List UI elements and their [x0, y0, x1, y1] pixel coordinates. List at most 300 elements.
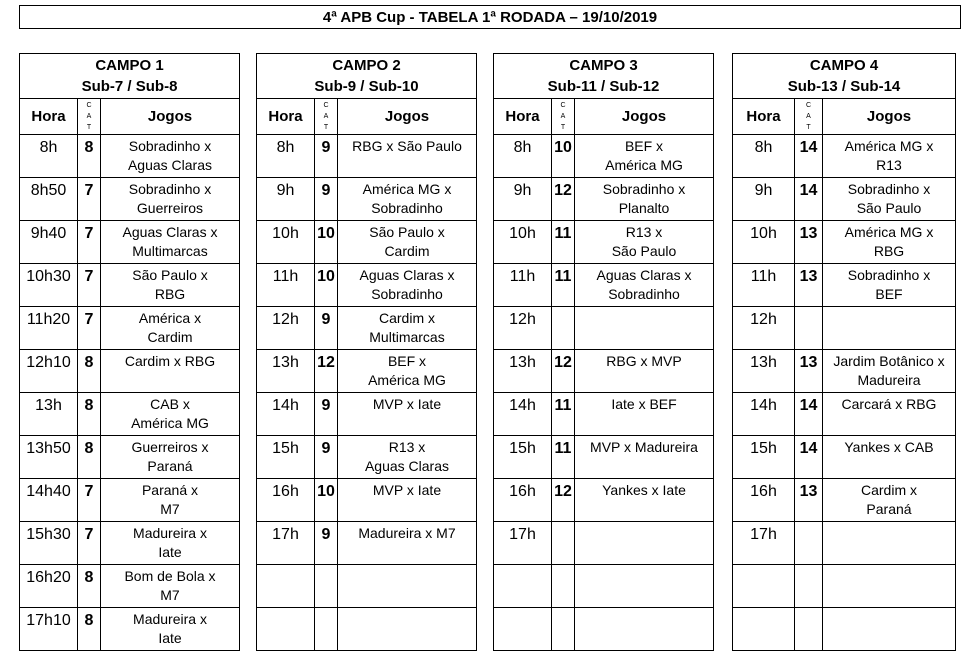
cat-header [78, 99, 101, 135]
match-category: 9 [315, 178, 338, 221]
match-category: 7 [78, 522, 101, 565]
match-teams-line: América MG [131, 415, 209, 431]
table-row [257, 350, 477, 393]
match-teams [338, 307, 477, 350]
match-time: 17h10 [20, 608, 78, 651]
jogos-header: Jogos [823, 99, 956, 135]
table-row [494, 221, 714, 264]
match-teams-line: Guerreiros [136, 200, 204, 216]
table-row [733, 307, 956, 350]
field-table-4 [732, 53, 956, 651]
match-category: 9 [315, 522, 338, 565]
match-teams-line: MVP x Madureira [590, 439, 698, 455]
match-category: 7 [78, 221, 101, 264]
match-category: 12 [552, 178, 575, 221]
match-category: 7 [78, 178, 101, 221]
table-row [733, 522, 956, 565]
table-row [733, 178, 956, 221]
match-teams [338, 135, 477, 178]
match-teams-line: América x [138, 310, 202, 326]
match-category: 7 [78, 307, 101, 350]
match-teams [575, 608, 714, 651]
table-row [733, 135, 956, 178]
match-teams-line: Madureira x M7 [358, 525, 456, 541]
match-time: 10h [733, 221, 795, 264]
cat-header [552, 99, 575, 135]
match-teams-line: Guerreiros x [131, 439, 209, 455]
match-time: 10h [494, 221, 552, 264]
table-row [20, 565, 240, 608]
match-time: 16h [257, 479, 315, 522]
field-name: CAMPO 1 [95, 57, 164, 74]
match-category: 10 [315, 221, 338, 264]
hora-header: Hora [733, 99, 795, 135]
match-teams-line: Madureira x [133, 611, 207, 627]
hora-header: Hora [494, 99, 552, 135]
match-time: 14h40 [20, 479, 78, 522]
match-teams [575, 479, 714, 522]
match-teams-line: R13 x [625, 224, 663, 240]
match-category: 7 [78, 264, 101, 307]
table-row [494, 393, 714, 436]
match-teams-line: BEF [875, 286, 903, 302]
match-teams [101, 436, 240, 479]
table-row [257, 307, 477, 350]
table-row [257, 608, 477, 651]
match-teams [575, 565, 714, 608]
match-teams [338, 608, 477, 651]
match-time: 12h [257, 307, 315, 350]
match-category: 13 [795, 479, 823, 522]
jogos-header: Jogos [101, 99, 240, 135]
match-category [795, 307, 823, 350]
match-time: 15h [733, 436, 795, 479]
match-time [733, 565, 795, 608]
match-teams-line: Multimarcas [132, 243, 208, 259]
match-time: 9h [733, 178, 795, 221]
match-time [257, 565, 315, 608]
match-time: 16h [494, 479, 552, 522]
match-teams-line: M7 [160, 587, 180, 603]
match-category: 8 [78, 608, 101, 651]
table-row [20, 436, 240, 479]
match-teams-line: BEF x [624, 138, 664, 154]
match-category: 14 [795, 135, 823, 178]
column-header-row [494, 99, 714, 135]
cat-header [795, 99, 823, 135]
table-row [494, 307, 714, 350]
page-title: 4ª APB Cup - TABELA 1ª RODADA – 19/10/2019 [19, 5, 961, 29]
field-name: CAMPO 2 [332, 57, 401, 74]
field-table-2 [256, 53, 477, 651]
table-row [20, 178, 240, 221]
match-teams-line: R13 [876, 157, 902, 173]
match-time: 12h10 [20, 350, 78, 393]
match-teams-line: Multimarcas [369, 329, 445, 345]
match-category [552, 565, 575, 608]
table-row [257, 178, 477, 221]
match-teams [823, 393, 956, 436]
match-category: 8 [78, 350, 101, 393]
cat-header-letter: T [806, 124, 811, 131]
match-category: 11 [552, 264, 575, 307]
match-teams-line: Aguas Claras [364, 458, 450, 474]
table-row [494, 479, 714, 522]
match-teams-line: Iate x BEF [611, 396, 677, 412]
field-header [494, 54, 714, 99]
match-teams-line: Planalto [618, 200, 670, 216]
match-time: 9h40 [20, 221, 78, 264]
match-category: 10 [315, 479, 338, 522]
match-category: 14 [795, 436, 823, 479]
match-teams [101, 565, 240, 608]
match-category: 9 [315, 307, 338, 350]
table-row [257, 221, 477, 264]
match-category: 8 [78, 436, 101, 479]
match-time: 8h [257, 135, 315, 178]
hora-header: Hora [20, 99, 78, 135]
match-teams-line: Iate [158, 544, 182, 560]
match-teams [823, 178, 956, 221]
cat-header [315, 99, 338, 135]
match-teams [823, 264, 956, 307]
match-teams-line: Cardim x [860, 482, 917, 498]
match-teams-line: Sobradinho x [128, 181, 212, 197]
match-category [795, 608, 823, 651]
match-time [494, 565, 552, 608]
match-teams-line: Madureira x [133, 525, 207, 541]
match-teams [338, 350, 477, 393]
cat-header-letter: T [323, 124, 329, 131]
match-teams-line: Cardim [384, 243, 430, 259]
match-teams-line: Iate [158, 630, 182, 646]
table-row [20, 264, 240, 307]
match-teams-line: RBG x São Paulo [352, 138, 462, 154]
cat-header-letter: C [560, 102, 566, 109]
table-row [494, 264, 714, 307]
match-time: 14h [494, 393, 552, 436]
match-time: 10h30 [20, 264, 78, 307]
match-time: 15h [494, 436, 552, 479]
match-teams-line: RBG [873, 243, 905, 259]
match-category [795, 565, 823, 608]
table-row [20, 350, 240, 393]
cat-header-letter: C [323, 102, 329, 109]
column-header-row [20, 99, 240, 135]
column-header-row [733, 99, 956, 135]
field-division: Sub-7 / Sub-8 [81, 78, 178, 95]
match-teams [338, 393, 477, 436]
match-category: 8 [78, 135, 101, 178]
table-row [20, 608, 240, 651]
match-teams-line: Carcará x RBG [841, 396, 937, 412]
match-time: 11h [257, 264, 315, 307]
match-teams [338, 221, 477, 264]
match-time: 13h [257, 350, 315, 393]
match-teams-line: CAB x [150, 396, 190, 412]
match-time: 13h50 [20, 436, 78, 479]
table-row [733, 479, 956, 522]
match-time: 13h [494, 350, 552, 393]
table-row [257, 135, 477, 178]
match-time [257, 608, 315, 651]
table-row [733, 264, 956, 307]
cat-header-letter: T [560, 124, 566, 131]
field-table-3 [493, 53, 714, 651]
table-row [20, 479, 240, 522]
match-teams-line: BEF x [387, 353, 427, 369]
match-teams [101, 135, 240, 178]
table-row [257, 479, 477, 522]
match-teams-line: América MG [368, 372, 446, 388]
match-time: 11h20 [20, 307, 78, 350]
match-teams [823, 565, 956, 608]
match-teams-line: Aguas Claras x [122, 224, 218, 240]
table-row [494, 135, 714, 178]
field-header-row [20, 54, 240, 99]
match-teams [823, 522, 956, 565]
match-teams [338, 436, 477, 479]
match-category: 11 [552, 221, 575, 264]
match-teams [338, 264, 477, 307]
field-header-row [257, 54, 477, 99]
table-row [257, 522, 477, 565]
match-teams-line: RBG [154, 286, 186, 302]
match-teams-line: Madureira [857, 372, 921, 388]
table-row [494, 608, 714, 651]
match-category: 9 [315, 135, 338, 178]
match-category [552, 522, 575, 565]
match-category: 8 [78, 565, 101, 608]
field-division: Sub-9 / Sub-10 [314, 78, 419, 95]
match-time: 11h [494, 264, 552, 307]
match-category: 14 [795, 393, 823, 436]
match-teams-line: M7 [160, 501, 180, 517]
match-teams-line: Sobradinho x [602, 181, 686, 197]
match-teams-line: Aguas Claras [127, 157, 213, 173]
match-category: 13 [795, 221, 823, 264]
match-time: 13h [733, 350, 795, 393]
match-time: 17h [494, 522, 552, 565]
match-time: 12h [494, 307, 552, 350]
table-row [494, 178, 714, 221]
match-teams-line: Sobradinho [371, 286, 443, 302]
match-teams [823, 479, 956, 522]
match-time: 14h [733, 393, 795, 436]
match-teams-line: Bom de Bola x [124, 568, 216, 584]
match-teams [101, 608, 240, 651]
match-teams-line: América MG [605, 157, 683, 173]
match-category: 11 [552, 393, 575, 436]
match-teams-line: Aguas Claras x [596, 267, 692, 283]
match-time: 16h [733, 479, 795, 522]
table-row [257, 264, 477, 307]
table-row [733, 436, 956, 479]
match-teams [338, 479, 477, 522]
match-teams [575, 436, 714, 479]
table-row [733, 393, 956, 436]
match-time: 13h [20, 393, 78, 436]
match-category: 13 [795, 264, 823, 307]
match-time [733, 608, 795, 651]
match-teams-line: Jardim Botânico x [833, 353, 945, 369]
match-category: 11 [552, 436, 575, 479]
match-category [552, 307, 575, 350]
match-teams [575, 522, 714, 565]
table-row [257, 393, 477, 436]
match-time: 16h20 [20, 565, 78, 608]
match-teams-line: MVP x Iate [372, 482, 442, 498]
match-teams-line: Sobradinho [608, 286, 680, 302]
match-teams-line: Paraná [147, 458, 193, 474]
match-teams [101, 221, 240, 264]
match-teams [338, 522, 477, 565]
cat-header-letter: C [86, 102, 92, 109]
match-time: 14h [257, 393, 315, 436]
table-row [20, 307, 240, 350]
match-category: 9 [315, 436, 338, 479]
match-teams [101, 307, 240, 350]
match-teams-line: Sobradinho x [128, 138, 212, 154]
field-division: Sub-11 / Sub-12 [547, 78, 660, 95]
table-row [494, 565, 714, 608]
match-time: 15h [257, 436, 315, 479]
match-category: 9 [315, 393, 338, 436]
field-name: CAMPO 4 [809, 57, 879, 74]
cat-header-letter: C [805, 102, 812, 109]
match-teams-line: Cardim x RBG [124, 353, 216, 369]
table-row [20, 221, 240, 264]
match-time: 8h50 [20, 178, 78, 221]
jogos-header: Jogos [338, 99, 477, 135]
match-category: 14 [795, 178, 823, 221]
table-row [494, 522, 714, 565]
match-time: 11h [733, 264, 795, 307]
match-teams [338, 565, 477, 608]
field-header-row [733, 54, 956, 99]
table-row [257, 565, 477, 608]
hora-header: Hora [257, 99, 315, 135]
match-time: 12h [733, 307, 795, 350]
match-teams [101, 178, 240, 221]
match-teams [575, 350, 714, 393]
jogos-header: Jogos [575, 99, 714, 135]
match-category: 13 [795, 350, 823, 393]
match-time: 9h [257, 178, 315, 221]
cat-header-letter: A [323, 113, 329, 120]
match-category [315, 565, 338, 608]
match-teams [823, 350, 956, 393]
match-teams [101, 350, 240, 393]
table-row [20, 135, 240, 178]
match-teams-line: Cardim x [378, 310, 435, 326]
match-teams-line: Cardim [147, 329, 193, 345]
match-teams-line: Sobradinho [371, 200, 443, 216]
match-teams [823, 436, 956, 479]
match-teams-line: Yankes x CAB [844, 439, 934, 455]
table-row [733, 221, 956, 264]
match-time: 17h [733, 522, 795, 565]
match-teams-line: São Paulo [856, 200, 922, 216]
match-teams-line: R13 x [388, 439, 426, 455]
match-teams-line: América MG x [362, 181, 452, 197]
match-category: 10 [552, 135, 575, 178]
match-time: 8h [494, 135, 552, 178]
table-row [257, 436, 477, 479]
table-row [494, 350, 714, 393]
match-teams [101, 522, 240, 565]
table-row [733, 350, 956, 393]
table-row [733, 565, 956, 608]
field-header [257, 54, 477, 99]
match-category: 12 [315, 350, 338, 393]
match-teams [575, 178, 714, 221]
cat-header-letter: A [560, 113, 566, 120]
match-time: 15h30 [20, 522, 78, 565]
match-teams-line: América MG x [844, 224, 934, 240]
match-teams [823, 608, 956, 651]
match-teams [823, 135, 956, 178]
match-time: 8h [733, 135, 795, 178]
match-category: 12 [552, 350, 575, 393]
table-row [20, 522, 240, 565]
match-time: 10h [257, 221, 315, 264]
match-teams [101, 479, 240, 522]
cat-header-letter: A [806, 113, 811, 120]
match-teams-line: Paraná x [141, 482, 199, 498]
match-category [552, 608, 575, 651]
match-teams-line: RBG x MVP [606, 353, 682, 369]
match-teams [575, 221, 714, 264]
match-teams-line: São Paulo x [132, 267, 208, 283]
table-row [733, 608, 956, 651]
match-teams-line: Sobradinho x [847, 181, 931, 197]
table-row [20, 393, 240, 436]
column-header-row [257, 99, 477, 135]
match-category: 10 [315, 264, 338, 307]
match-teams [575, 135, 714, 178]
match-time [494, 608, 552, 651]
field-table-1 [19, 53, 240, 651]
field-name: CAMPO 3 [569, 57, 638, 74]
cat-header-letter: A [86, 113, 92, 120]
match-category [315, 608, 338, 651]
field-header [733, 54, 956, 99]
match-teams-line: São Paulo [611, 243, 677, 259]
match-teams-line: América MG x [844, 138, 934, 154]
match-category: 7 [78, 479, 101, 522]
match-teams [575, 264, 714, 307]
match-teams-line: Paraná [866, 501, 912, 517]
match-category: 12 [552, 479, 575, 522]
table-row [494, 436, 714, 479]
match-category: 8 [78, 393, 101, 436]
cat-header-letter: T [86, 124, 92, 131]
match-teams [575, 307, 714, 350]
match-teams [823, 221, 956, 264]
match-time: 8h [20, 135, 78, 178]
match-time: 9h [494, 178, 552, 221]
match-teams-line: São Paulo x [369, 224, 445, 240]
match-teams [101, 264, 240, 307]
field-header-row [494, 54, 714, 99]
match-teams [101, 393, 240, 436]
match-teams-line: MVP x Iate [372, 396, 442, 412]
match-teams [338, 178, 477, 221]
match-time: 17h [257, 522, 315, 565]
field-division: Sub-13 / Sub-14 [787, 78, 901, 95]
match-category [795, 522, 823, 565]
